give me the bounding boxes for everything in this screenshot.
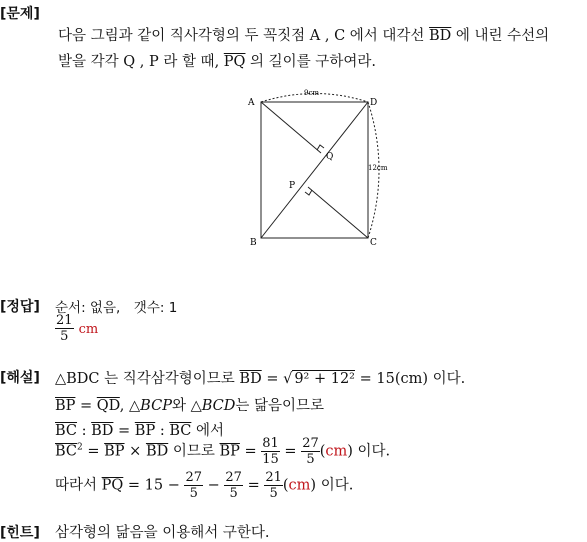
point-c: C bbox=[370, 238, 377, 248]
hint-text: 삼각형의 닮음을 이용해서 구한다. bbox=[55, 525, 270, 541]
solution-line-5: 따라서 $\overline{PQ} = 15$ − $\frac{27}{5}$ − $\frac{27}{5}$ = $\frac{21}{5}$ (cm) 이다. bbox=[55, 470, 354, 501]
problem-label: [문제] bbox=[0, 6, 40, 22]
point-q: Q bbox=[326, 152, 334, 162]
point-d: D bbox=[370, 98, 378, 108]
answer-fraction: $\frac{21}{5}$ bbox=[56, 313, 73, 344]
point-p: P bbox=[289, 181, 296, 191]
solution-line-2: $\overline{BP} = \overline{QD}$, △BCP와 △BCD는 닮음이므로 bbox=[55, 398, 325, 414]
answer-value bbox=[55, 313, 98, 344]
solution-line-4: $\overline{BC}^2 = \overline{BP} \times \overline{BD}$ 이므로 $\overline{BP}$ = $\frac{81}{15}$ = $\frac{27}{5}$ (cm) 이다. bbox=[55, 436, 391, 467]
top-length-label: 9cm bbox=[304, 89, 320, 97]
point-a: A bbox=[248, 98, 255, 108]
problem-line-1: 다음 그림과 같이 직사각형의 두 꼭짓점 A , C 에서 대각선 $\overline{BD}$ 에 내린 수선의 bbox=[58, 28, 550, 44]
problem-line-2: 발을 각각 Q , P 라 할 때, $\overline{PQ}$ 의 길이를 구하여라. bbox=[58, 54, 376, 70]
solution-line-3: $\overline{BC}$ : $\overline{BD} = \overline{BP}$ : $\overline{BC}$ 에서 bbox=[55, 423, 224, 439]
solution-label: [해설] bbox=[0, 370, 40, 386]
answer-meta: 순서: 없음, 갯수: 1 bbox=[55, 300, 178, 316]
answer-unit: cm bbox=[78, 322, 99, 337]
hint-label: [힌트] bbox=[0, 525, 40, 541]
right-length-label: 12cm bbox=[368, 164, 388, 172]
answer-label: [정답] bbox=[0, 299, 40, 315]
point-b: B bbox=[250, 238, 257, 248]
solution-line-1: △BDC 는 직각삼각형이므로 $\overline{BD}$ = √ 9² + 12² = 15(cm) 이다. bbox=[55, 371, 466, 387]
rectangle-figure bbox=[240, 85, 390, 250]
